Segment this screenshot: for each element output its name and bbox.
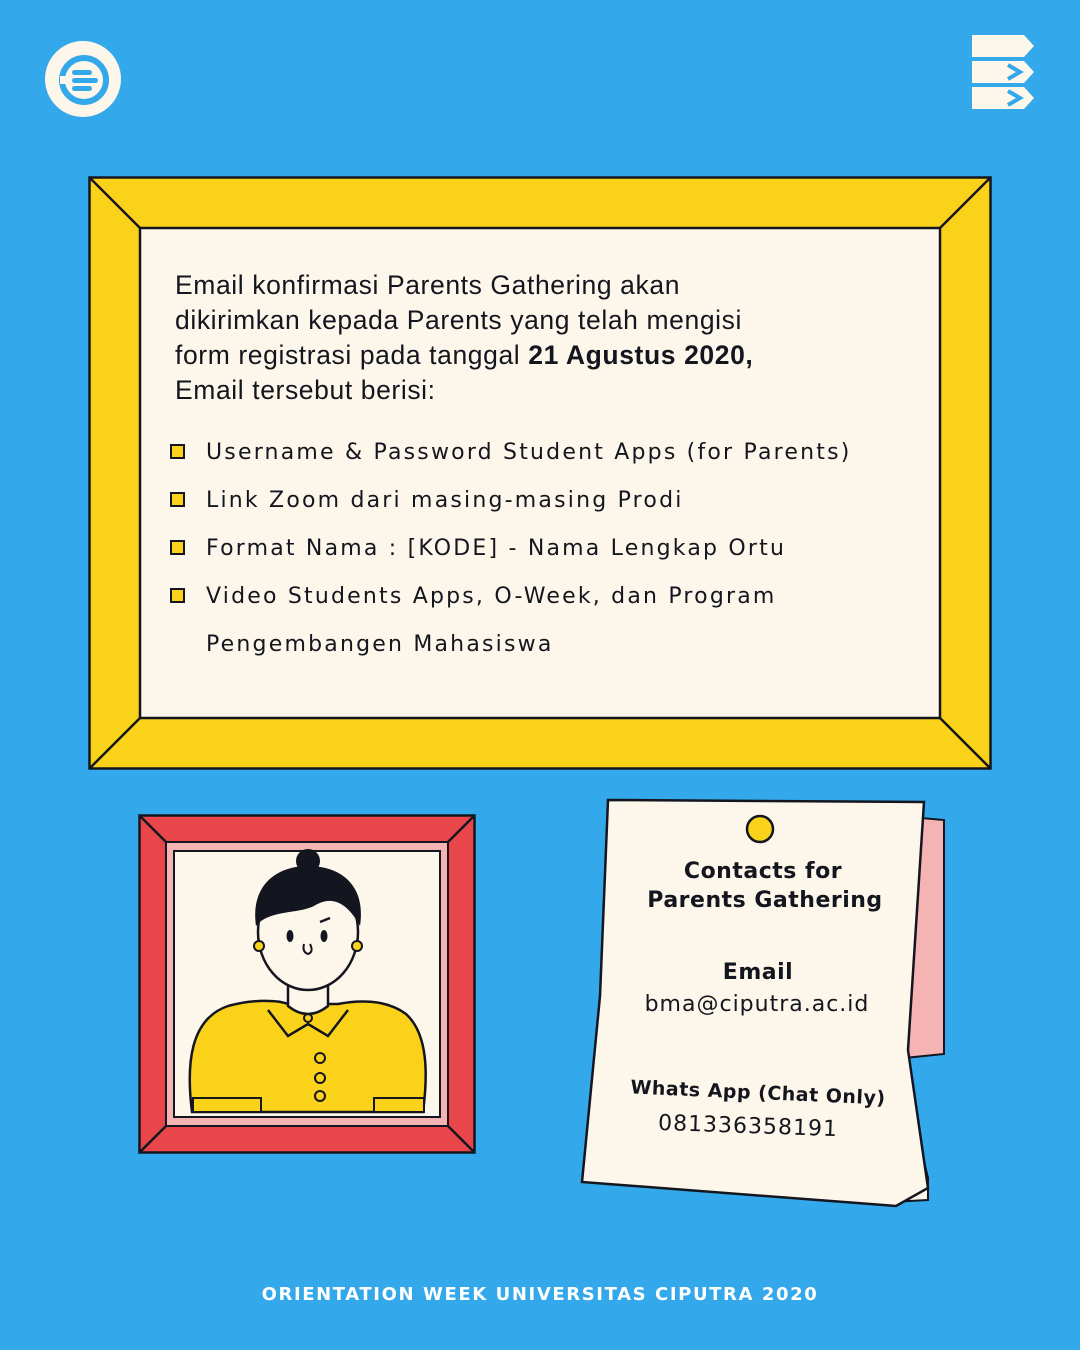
list-item-text: Username & Password Student Apps (for Parents)	[206, 440, 852, 465]
announcement-panel	[140, 228, 940, 718]
announcement-text	[175, 268, 915, 408]
intro-line-3: form registrasi pada tanggal	[175, 340, 529, 370]
contact-card	[578, 796, 950, 1212]
contact-title-line-1: Contacts for	[683, 859, 843, 884]
square-bullet-icon	[170, 492, 185, 507]
list-item-text: Video Students Apps, O-Week, dan Program	[206, 584, 777, 609]
whatsapp-number: 081336358191	[657, 1110, 839, 1143]
footer-text: ORIENTATION WEEK UNIVERSITAS CIPUTRA 2020	[261, 1284, 819, 1305]
list-item-text: Link Zoom dari masing-masing Prodi	[206, 488, 684, 513]
square-bullet-icon	[170, 444, 185, 459]
intro-line-4: Email tersebut berisi:	[175, 375, 436, 405]
stacked-arrows-logo-icon	[968, 32, 1038, 112]
whatsapp-label: Whats App (Chat Only)	[630, 1076, 886, 1110]
square-bullet-icon	[170, 540, 185, 555]
list-item-text: Format Nama : [KODE] - Nama Lengkap Ortu	[206, 536, 787, 561]
square-bullet-icon	[170, 588, 185, 603]
intro-line-1: Email konfirmasi Parents Gathering akan	[175, 270, 681, 300]
email-label: Email	[722, 960, 794, 985]
intro-line-2: dikirimkan kepada Parents yang telah mengisi	[175, 305, 742, 335]
email-value: bma@ciputra.ac.id	[644, 992, 870, 1017]
portrait-illustration	[138, 814, 476, 1154]
registration-date: 21 Agustus 2020,	[528, 340, 754, 370]
contact-title-line-2: Parents Gathering	[647, 888, 883, 913]
chat-bubble-logo-icon	[44, 40, 122, 118]
list-item-text: Pengembangen Mahasiswa	[206, 632, 554, 657]
